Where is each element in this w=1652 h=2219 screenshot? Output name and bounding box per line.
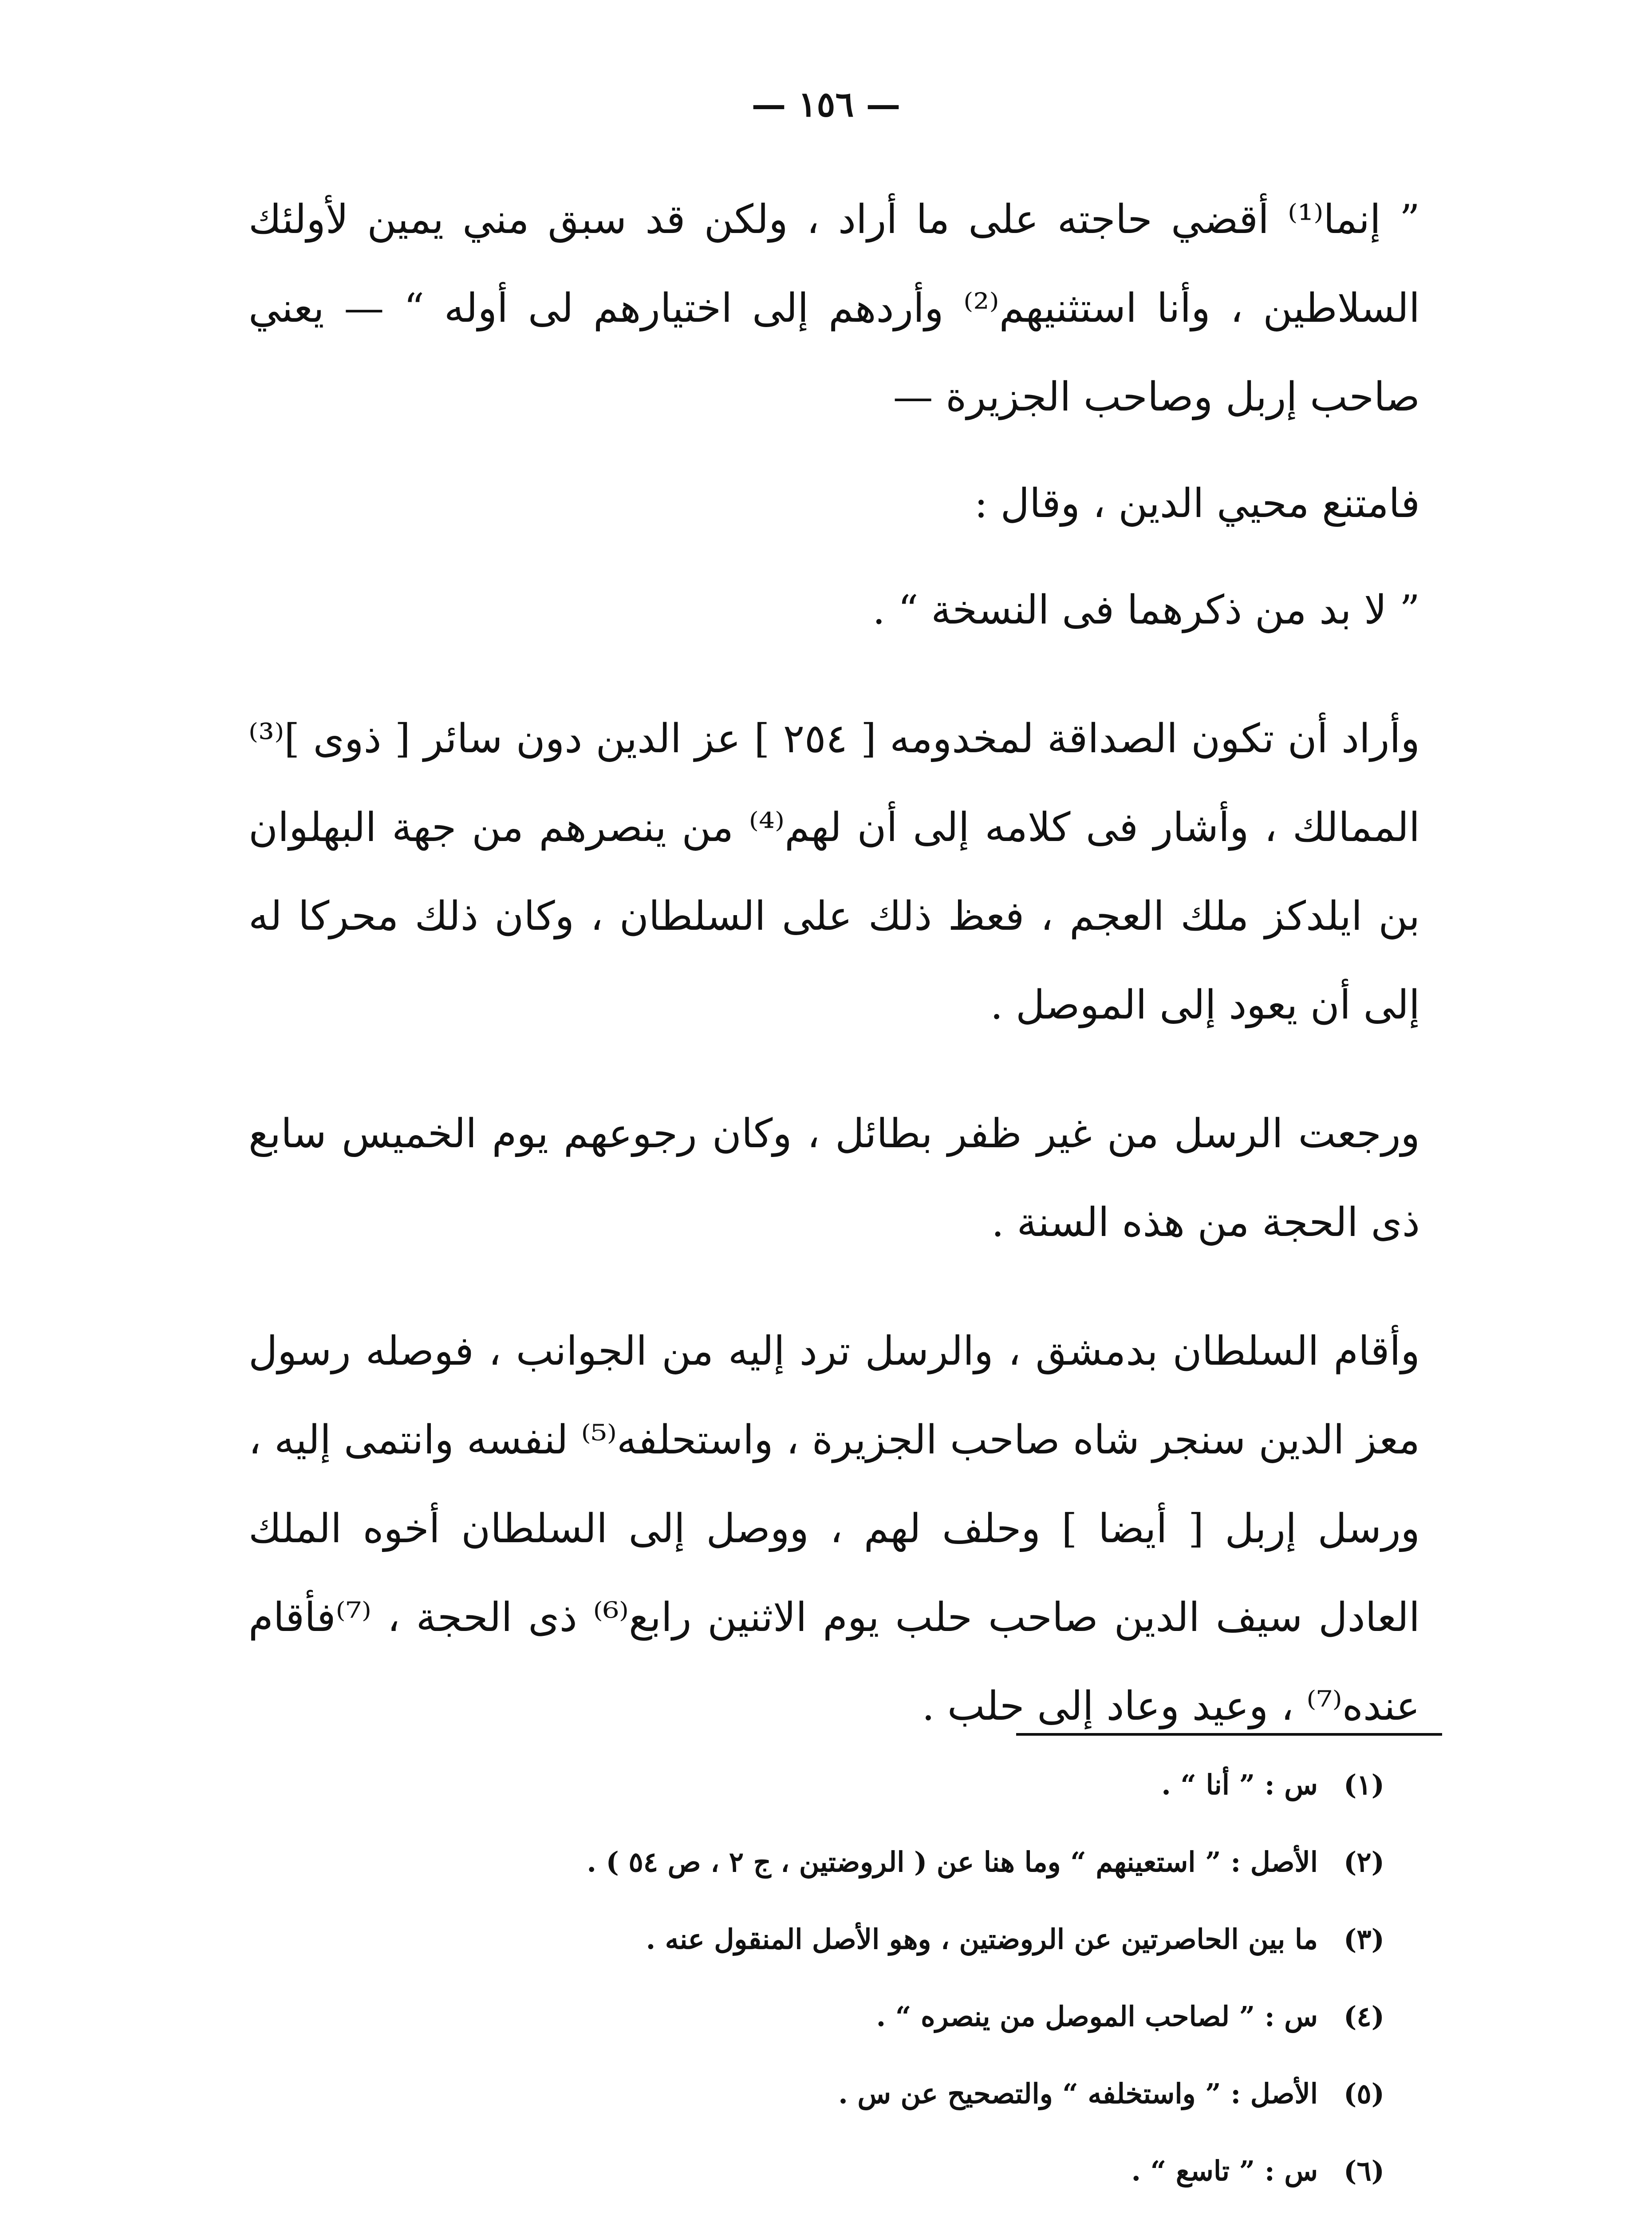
paragraph: وأقام السلطان بدمشق ، والرسل ترد إليه من الجوانب ، فوصله رسول معز الدين سنجر شاه صاحب الجزيرة ، واستحلفه⁽⁵⁾ لنفسه وانتمى إليه ، ورسل إربل [ أيضا ] وحلف لهم ، ووصل إلى السلطان أخوه الملك العادل سيف الدين صاحب حلب يوم الاثنين رابع⁽⁶⁾ ذى الحجة ، ⁽⁷⁾فأقام عنده⁽⁷⁾ ، وعيد وعاد إلى حلب . (248, 1328, 1420, 1729)
footnote-text: س : ” تاسع “ . (1131, 2155, 1318, 2187)
footnote-item (248, 1824, 1384, 1901)
footnote-divider (1016, 1733, 1442, 1736)
footnote-text: الأصل : ” استعينهم “ وما هنا عن ( الروضتين ، ج ٢ ، ص ٥٤ ) . (587, 1846, 1318, 1878)
footnote-text: ما بين الحاصرتين عن الروضتين ، وهو الأصل المنقول عنه . (646, 1923, 1318, 1955)
paragraph: وأراد أن تكون الصداقة لمخدومه [ ٢٥٤ ] عز الدين دون سائر [ ذوى ]⁽³⁾ الممالك ، وأشار فى كلامه إلى أن لهم⁽⁴⁾ من ينصرهم من جهة البهلوان بن ايلدكز ملك العجم ، فعظ ذلك على السلطان ، وكان ذلك محركا له إلى أن يعود إلى الموصل . (248, 715, 1420, 1028)
footnote-number: (١) (1344, 1769, 1384, 1801)
footnote-number: (٢) (1344, 1846, 1384, 1878)
footnote-item (248, 2132, 1384, 2210)
footnote-item (248, 1901, 1384, 1978)
paragraph: ورجعت الرسل من غير ظفر بطائل ، وكان رجوعهم يوم الخميس سابع ذى الحجة من هذه السنة . (248, 1110, 1420, 1246)
footnote-text (948, 2210, 1318, 2219)
footnote-number: (٣) (1344, 1923, 1384, 1955)
footnote-number: (٤) (1344, 2000, 1384, 2033)
body-text (248, 175, 1420, 1791)
footnote-text: س : ” أنا “ . (1161, 1769, 1318, 1801)
footnote-text: س : ” لصاحب الموصل من ينصره “ . (876, 2000, 1318, 2033)
footnote-number: (٦) (1344, 2155, 1384, 2187)
paragraph: ” لا بد من ذكرهما فى النسخة “ . (872, 587, 1420, 633)
footnote-item (248, 1978, 1384, 2055)
footnote-number: (٥) (1344, 2077, 1384, 2110)
page-number: — ١٥٦ — (751, 84, 901, 125)
footnote-item (248, 2055, 1384, 2132)
paragraph: فامتنع محيي الدين ، وقال : (974, 480, 1420, 527)
footnote-number (1318, 2210, 1384, 2219)
footnotes (248, 1746, 1384, 2219)
paragraph: ” إنما⁽¹⁾ أقضي حاجته على ما أراد ، ولكن قد سبق مني يمين لأولئك السلاطين ، وأنا استثنيهم⁽²⁾ وأردهم إلى اختيارهم لى أوله “ — يعني صاحب إربل وصاحب الجزيرة — (248, 196, 1420, 420)
footnote-text: الأصل : ” واستخلفه “ والتصحيح عن س . (838, 2077, 1318, 2110)
footnote-item (248, 2210, 1384, 2219)
footnote-item (248, 1746, 1384, 1824)
